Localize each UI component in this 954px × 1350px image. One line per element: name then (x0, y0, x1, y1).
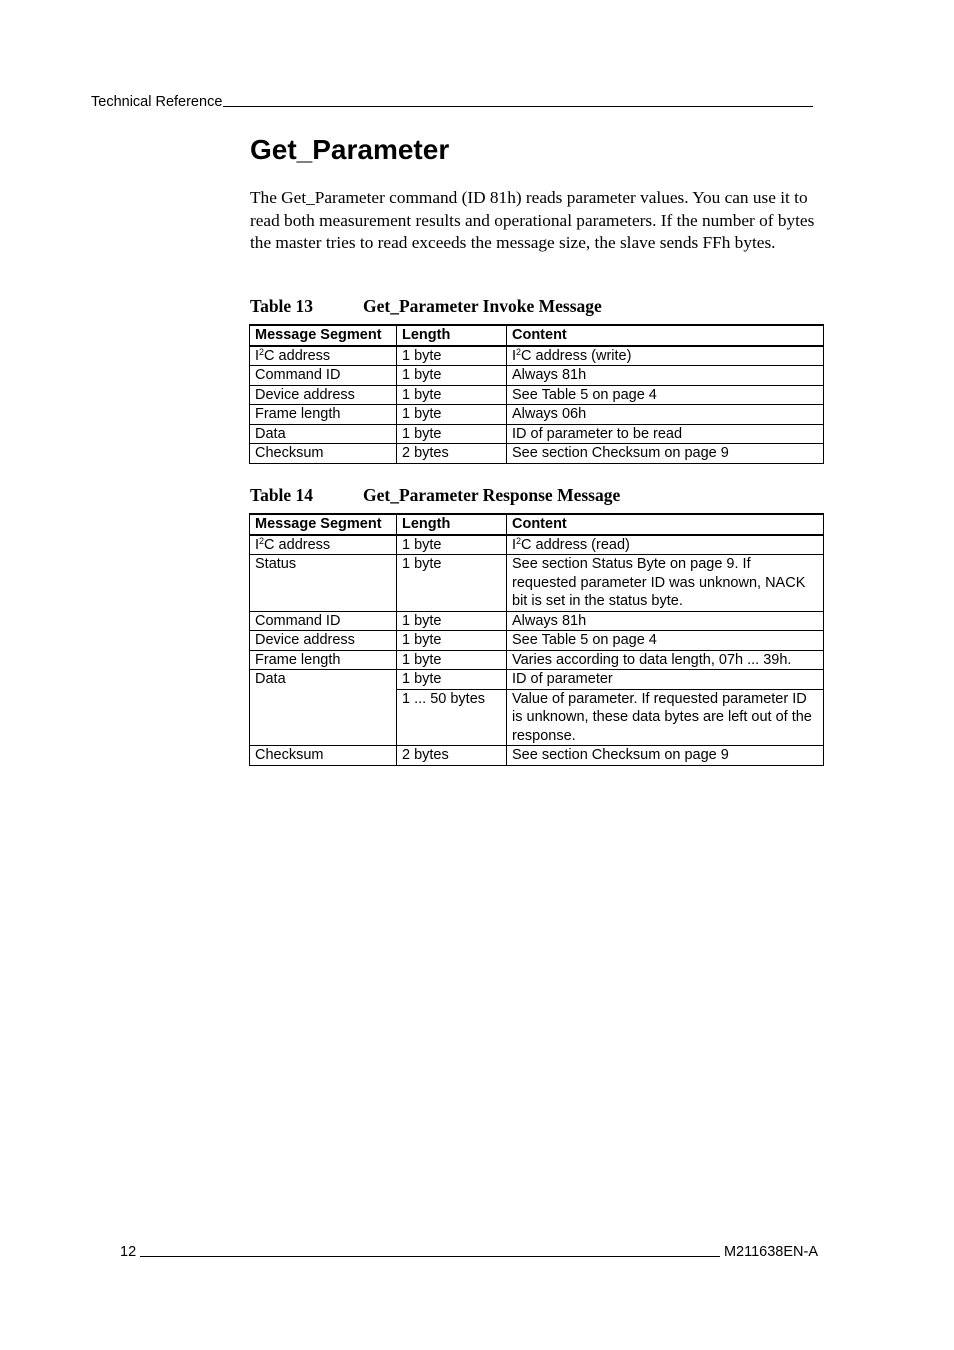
document-code: M211638EN-A (723, 1244, 818, 1260)
cell-content: See section Checksum on page 9 (507, 444, 824, 464)
table14-title: Get_Parameter Response Message (363, 485, 621, 505)
table13-col-content: Content (507, 325, 824, 346)
cell-segment: Status (250, 555, 397, 612)
cell-segment: Device address (250, 385, 397, 405)
cell-segment: Device address (250, 631, 397, 651)
cell-segment (250, 689, 397, 746)
cell-length: 1 byte (397, 424, 507, 444)
cell-content: $I^2C$ address (read) (507, 535, 824, 555)
page-title: Get_Parameter (250, 134, 450, 165)
header-rule (223, 105, 813, 107)
cell-content: See section Checksum on page 9 (507, 746, 824, 766)
cell-segment: Data (250, 670, 397, 690)
cell-length: 1 byte (397, 631, 507, 651)
intro-paragraph: The Get_Parameter command (ID 81h) reads parameter values. You can use it to read both measurement results and operational parameters. If the number of bytes the master tries to read exceeds the message size, the slave sends FFh bytes. (250, 188, 815, 252)
table14-caption (250, 485, 620, 506)
cell-segment: Command ID (250, 366, 397, 386)
table13-title: Get_Parameter Invoke Message (363, 296, 602, 316)
table14 (249, 513, 824, 766)
cell-segment: $I^2C$ address (250, 535, 397, 555)
cell-segment: Checksum (250, 444, 397, 464)
cell-segment: Checksum (250, 746, 397, 766)
cell-content: ID of parameter to be read (507, 424, 824, 444)
table14-col-content: Content (507, 514, 824, 535)
table13-col-length: Length (397, 325, 507, 346)
table-row (250, 366, 824, 386)
table-row (250, 670, 824, 690)
table14-number: Table 14 (250, 485, 314, 505)
cell-length: 1 byte (397, 555, 507, 612)
cell-segment: Frame length (250, 405, 397, 425)
table13-caption (250, 296, 602, 317)
cell-content: $I^2C$ address (write) (507, 346, 824, 366)
table-row (250, 346, 824, 366)
cell-content: See section Status Byte on page 9. If requested parameter ID was unknown, NACK bit is set in the status byte. (507, 555, 824, 612)
cell-content: See Table 5 on page 4 (507, 385, 824, 405)
footer-rule (140, 1255, 720, 1257)
table-row (250, 385, 824, 405)
cell-length: 1 ... 50 bytes (397, 689, 507, 746)
running-header (91, 90, 813, 110)
table-row (250, 424, 824, 444)
table-row (250, 555, 824, 612)
header-section-title: Technical Reference (91, 94, 223, 110)
cell-length: 1 byte (397, 385, 507, 405)
cell-content: See Table 5 on page 4 (507, 631, 824, 651)
cell-segment: Data (250, 424, 397, 444)
table13 (249, 324, 824, 464)
table13-col-segment: Message Segment (250, 325, 397, 346)
table-row (250, 650, 824, 670)
table-row (250, 535, 824, 555)
cell-length: 1 byte (397, 366, 507, 386)
running-footer (120, 1240, 818, 1260)
cell-length: 2 bytes (397, 746, 507, 766)
cell-segment: $I^2C$ address (250, 346, 397, 366)
cell-length: 1 byte (397, 346, 507, 366)
cell-length: 1 byte (397, 670, 507, 690)
cell-length: 1 byte (397, 405, 507, 425)
cell-segment: Command ID (250, 611, 397, 631)
table-row (250, 631, 824, 651)
table-row (250, 611, 824, 631)
cell-length: 1 byte (397, 611, 507, 631)
cell-length: 1 byte (397, 650, 507, 670)
table-row (250, 405, 824, 425)
table14-col-length: Length (397, 514, 507, 535)
table13-number: Table 13 (250, 296, 314, 316)
cell-content: Always 81h (507, 611, 824, 631)
page-number: 12 (120, 1244, 137, 1260)
cell-segment: Frame length (250, 650, 397, 670)
table-row (250, 444, 824, 464)
cell-content: Value of parameter. If requested parameter ID is unknown, these data bytes are left out of the response. (507, 689, 824, 746)
cell-content: Varies according to data length, 07h ... 39h. (507, 650, 824, 670)
table14-col-segment: Message Segment (250, 514, 397, 535)
table14-header-row (250, 514, 824, 535)
table13-header-row (250, 325, 824, 346)
cell-content: Always 06h (507, 405, 824, 425)
cell-content: Always 81h (507, 366, 824, 386)
cell-content: ID of parameter (507, 670, 824, 690)
table-row (250, 746, 824, 766)
cell-length: 1 byte (397, 535, 507, 555)
table-row (250, 689, 824, 746)
cell-length: 2 bytes (397, 444, 507, 464)
